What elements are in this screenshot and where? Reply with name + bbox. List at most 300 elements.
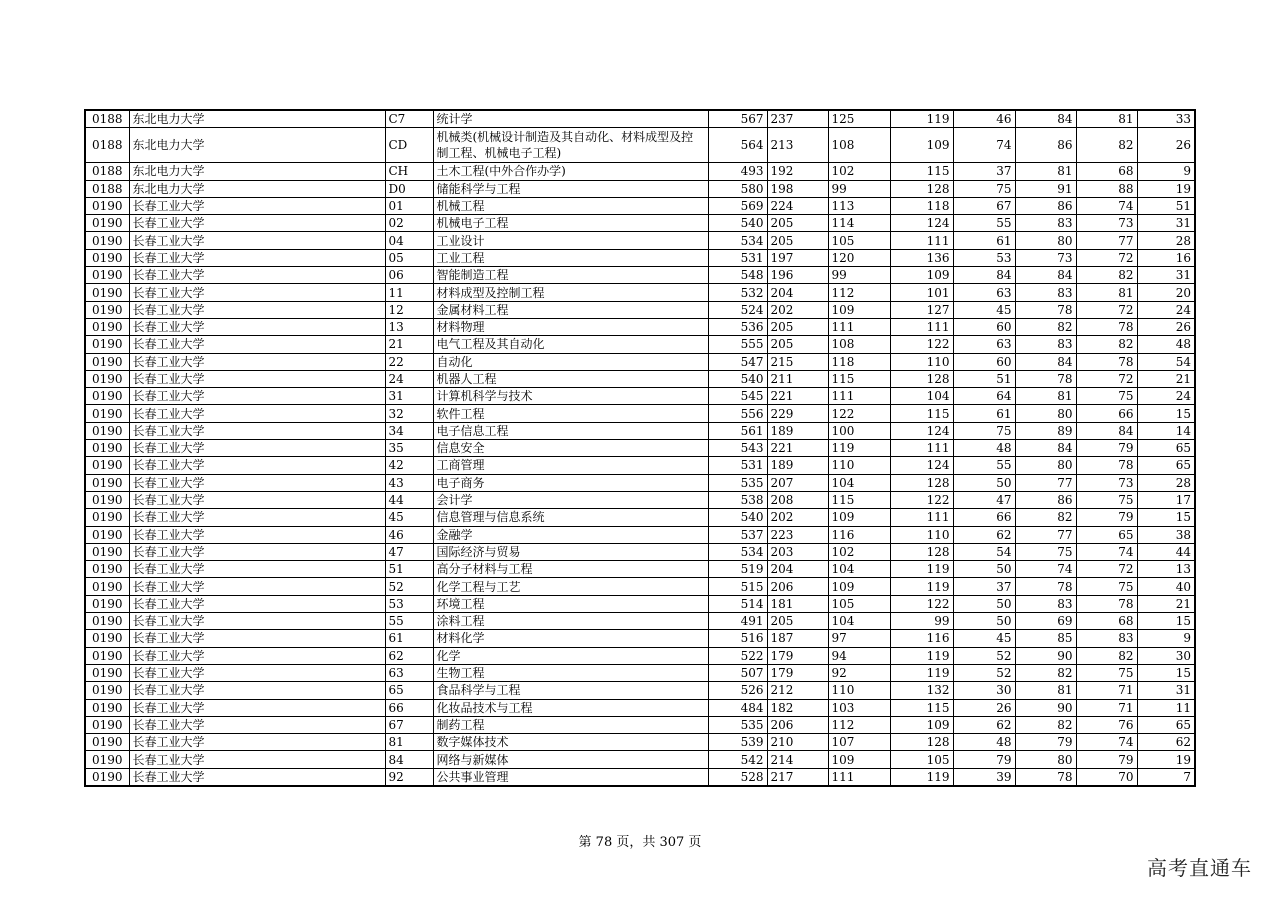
major-code-cell: 35 — [385, 440, 433, 457]
school-code-cell: 0190 — [85, 440, 129, 457]
major-name-cell: 信息管理与信息系统 — [433, 509, 708, 526]
score-cell: 45 — [953, 630, 1015, 647]
score-cell: 110 — [828, 457, 890, 474]
score-cell: 102 — [828, 543, 890, 560]
score-cell: 119 — [890, 768, 953, 786]
score-cell: 109 — [890, 267, 953, 284]
major-name-cell: 自动化 — [433, 353, 708, 370]
score-cell: 26 — [953, 699, 1015, 716]
school-name-cell: 长春工业大学 — [129, 526, 385, 543]
major-name-cell: 电气工程及其自动化 — [433, 336, 708, 353]
score-cell: 73 — [1076, 474, 1137, 491]
score-cell: 205 — [767, 336, 828, 353]
score-cell: 82 — [1015, 318, 1076, 335]
score-cell: 179 — [767, 647, 828, 664]
major-code-cell: 43 — [385, 474, 433, 491]
major-code-cell: CD — [385, 128, 433, 163]
major-name-cell: 材料物理 — [433, 318, 708, 335]
score-cell: 99 — [828, 180, 890, 197]
score-cell: 38 — [1137, 526, 1195, 543]
score-cell: 66 — [1076, 405, 1137, 422]
score-cell: 37 — [953, 163, 1015, 180]
score-cell: 115 — [890, 163, 953, 180]
school-name-cell: 长春工业大学 — [129, 440, 385, 457]
score-cell: 62 — [953, 526, 1015, 543]
score-cell: 54 — [953, 543, 1015, 560]
table-row — [85, 647, 1195, 664]
score-cell: 78 — [1015, 370, 1076, 387]
table-row — [85, 491, 1195, 508]
score-cell: 66 — [953, 509, 1015, 526]
score-cell: 109 — [890, 716, 953, 733]
major-name-cell: 金融学 — [433, 526, 708, 543]
total-score-cell: 516 — [708, 630, 767, 647]
school-code-cell: 0190 — [85, 318, 129, 335]
score-cell: 125 — [828, 110, 890, 128]
school-code-cell: 0190 — [85, 215, 129, 232]
watermark-logo-text: 高考直通车 — [1147, 856, 1252, 880]
major-name-cell: 机械电子工程 — [433, 215, 708, 232]
school-name-cell: 长春工业大学 — [129, 232, 385, 249]
major-code-cell: 45 — [385, 509, 433, 526]
major-code-cell: 52 — [385, 578, 433, 595]
total-score-cell: 545 — [708, 388, 767, 405]
major-code-cell: 11 — [385, 284, 433, 301]
score-cell: 84 — [1015, 110, 1076, 128]
score-cell: 72 — [1076, 561, 1137, 578]
score-cell: 212 — [767, 682, 828, 699]
total-score-cell: 532 — [708, 284, 767, 301]
major-name-cell: 计算机科学与技术 — [433, 388, 708, 405]
major-code-cell: 01 — [385, 197, 433, 214]
score-cell: 69 — [1015, 613, 1076, 630]
score-cell: 48 — [953, 440, 1015, 457]
major-code-cell: 65 — [385, 682, 433, 699]
total-score-cell: 542 — [708, 751, 767, 768]
table-row — [85, 353, 1195, 370]
score-cell: 62 — [953, 716, 1015, 733]
score-cell: 73 — [1076, 215, 1137, 232]
major-code-cell: 84 — [385, 751, 433, 768]
score-cell: 75 — [1076, 664, 1137, 681]
score-cell: 111 — [890, 440, 953, 457]
score-cell: 84 — [1076, 422, 1137, 439]
score-cell: 189 — [767, 422, 828, 439]
score-cell: 68 — [1076, 163, 1137, 180]
score-cell: 7 — [1137, 768, 1195, 786]
table-row — [85, 543, 1195, 560]
score-cell: 221 — [767, 388, 828, 405]
score-cell: 86 — [1015, 491, 1076, 508]
score-cell: 205 — [767, 318, 828, 335]
table-row — [85, 440, 1195, 457]
score-cell: 109 — [828, 509, 890, 526]
score-cell: 62 — [1137, 734, 1195, 751]
school-name-cell: 长春工业大学 — [129, 353, 385, 370]
score-cell: 110 — [890, 526, 953, 543]
score-cell: 50 — [953, 561, 1015, 578]
score-cell: 26 — [1137, 318, 1195, 335]
score-cell: 16 — [1137, 249, 1195, 266]
score-cell: 108 — [828, 128, 890, 163]
major-name-cell: 智能制造工程 — [433, 267, 708, 284]
table-row — [85, 734, 1195, 751]
score-cell: 65 — [1137, 457, 1195, 474]
score-cell: 83 — [1015, 336, 1076, 353]
score-cell: 101 — [890, 284, 953, 301]
score-cell: 109 — [828, 578, 890, 595]
school-name-cell: 长春工业大学 — [129, 318, 385, 335]
school-code-cell: 0190 — [85, 301, 129, 318]
score-cell: 221 — [767, 440, 828, 457]
score-cell: 81 — [1015, 163, 1076, 180]
score-cell: 47 — [953, 491, 1015, 508]
score-cell: 104 — [828, 613, 890, 630]
table-row — [85, 128, 1195, 163]
major-name-cell: 化妆品技术与工程 — [433, 699, 708, 716]
score-cell: 74 — [953, 128, 1015, 163]
score-cell: 63 — [953, 336, 1015, 353]
major-name-cell: 涂料工程 — [433, 613, 708, 630]
score-table — [84, 109, 1196, 787]
major-name-cell: 食品科学与工程 — [433, 682, 708, 699]
school-name-cell: 长春工业大学 — [129, 249, 385, 266]
score-cell: 88 — [1076, 180, 1137, 197]
school-name-cell: 东北电力大学 — [129, 128, 385, 163]
score-cell: 55 — [953, 215, 1015, 232]
score-cell: 51 — [1137, 197, 1195, 214]
major-code-cell: 61 — [385, 630, 433, 647]
school-code-cell: 0190 — [85, 613, 129, 630]
score-cell: 208 — [767, 491, 828, 508]
score-cell: 205 — [767, 232, 828, 249]
score-cell: 52 — [953, 647, 1015, 664]
major-name-cell: 储能科学与工程 — [433, 180, 708, 197]
score-cell: 74 — [1076, 543, 1137, 560]
score-cell: 111 — [890, 318, 953, 335]
score-cell: 17 — [1137, 491, 1195, 508]
total-score-cell: 547 — [708, 353, 767, 370]
score-cell: 77 — [1076, 232, 1137, 249]
total-score-cell: 534 — [708, 543, 767, 560]
score-cell: 211 — [767, 370, 828, 387]
major-code-cell: 62 — [385, 647, 433, 664]
score-cell: 181 — [767, 595, 828, 612]
score-cell: 122 — [890, 491, 953, 508]
table-row — [85, 716, 1195, 733]
total-score-cell: 555 — [708, 336, 767, 353]
score-cell: 111 — [828, 768, 890, 786]
total-score-cell: 531 — [708, 457, 767, 474]
major-code-cell: 31 — [385, 388, 433, 405]
score-cell: 128 — [890, 180, 953, 197]
score-cell: 30 — [953, 682, 1015, 699]
school-name-cell: 长春工业大学 — [129, 215, 385, 232]
school-code-cell: 0190 — [85, 664, 129, 681]
score-cell: 79 — [1015, 734, 1076, 751]
major-name-cell: 国际经济与贸易 — [433, 543, 708, 560]
score-cell: 24 — [1137, 301, 1195, 318]
major-name-cell: 数字媒体技术 — [433, 734, 708, 751]
table-row — [85, 768, 1195, 786]
score-cell: 224 — [767, 197, 828, 214]
school-code-cell: 0190 — [85, 699, 129, 716]
score-cell: 197 — [767, 249, 828, 266]
score-cell: 128 — [890, 734, 953, 751]
total-score-cell: 526 — [708, 682, 767, 699]
school-name-cell: 长春工业大学 — [129, 474, 385, 491]
major-code-cell: 63 — [385, 664, 433, 681]
score-cell: 203 — [767, 543, 828, 560]
major-code-cell: 67 — [385, 716, 433, 733]
score-cell: 68 — [1076, 613, 1137, 630]
score-cell: 48 — [953, 734, 1015, 751]
score-cell: 51 — [953, 370, 1015, 387]
major-name-cell: 机械类(机械设计制造及其自动化、材料成型及控制工程、机械电子工程) — [433, 128, 708, 163]
score-cell: 112 — [828, 716, 890, 733]
school-code-cell: 0190 — [85, 734, 129, 751]
score-cell: 198 — [767, 180, 828, 197]
major-name-cell: 统计学 — [433, 110, 708, 128]
school-name-cell: 长春工业大学 — [129, 734, 385, 751]
school-name-cell: 长春工业大学 — [129, 768, 385, 786]
score-cell: 110 — [828, 682, 890, 699]
major-code-cell: 53 — [385, 595, 433, 612]
school-code-cell: 0190 — [85, 768, 129, 786]
total-score-cell: 564 — [708, 128, 767, 163]
score-cell: 11 — [1137, 699, 1195, 716]
score-cell: 105 — [890, 751, 953, 768]
school-name-cell: 长春工业大学 — [129, 405, 385, 422]
school-name-cell: 长春工业大学 — [129, 457, 385, 474]
score-cell: 182 — [767, 699, 828, 716]
score-cell: 31 — [1137, 267, 1195, 284]
school-name-cell: 长春工业大学 — [129, 647, 385, 664]
score-cell: 119 — [890, 664, 953, 681]
major-name-cell: 生物工程 — [433, 664, 708, 681]
school-code-cell: 0188 — [85, 180, 129, 197]
score-cell: 37 — [953, 578, 1015, 595]
score-cell: 82 — [1015, 509, 1076, 526]
major-name-cell: 机器人工程 — [433, 370, 708, 387]
score-cell: 196 — [767, 267, 828, 284]
school-code-cell: 0190 — [85, 682, 129, 699]
score-cell: 104 — [828, 561, 890, 578]
score-cell: 111 — [828, 388, 890, 405]
table-row — [85, 422, 1195, 439]
score-cell: 206 — [767, 716, 828, 733]
school-code-cell: 0190 — [85, 561, 129, 578]
score-cell: 82 — [1076, 267, 1137, 284]
total-score-cell: 535 — [708, 716, 767, 733]
school-name-cell: 长春工业大学 — [129, 388, 385, 405]
school-code-cell: 0190 — [85, 388, 129, 405]
score-cell: 128 — [890, 370, 953, 387]
major-code-cell: 92 — [385, 768, 433, 786]
score-cell: 53 — [953, 249, 1015, 266]
total-score-cell: 507 — [708, 664, 767, 681]
school-name-cell: 东北电力大学 — [129, 110, 385, 128]
major-code-cell: 21 — [385, 336, 433, 353]
major-code-cell: 13 — [385, 318, 433, 335]
score-cell: 45 — [953, 301, 1015, 318]
score-cell: 44 — [1137, 543, 1195, 560]
score-cell: 15 — [1137, 509, 1195, 526]
major-name-cell: 高分子材料与工程 — [433, 561, 708, 578]
school-name-cell: 长春工业大学 — [129, 751, 385, 768]
score-cell: 80 — [1015, 405, 1076, 422]
major-name-cell: 公共事业管理 — [433, 768, 708, 786]
score-cell: 67 — [953, 197, 1015, 214]
score-cell: 122 — [890, 595, 953, 612]
major-name-cell: 电子信息工程 — [433, 422, 708, 439]
table-row — [85, 180, 1195, 197]
major-name-cell: 网络与新媒体 — [433, 751, 708, 768]
score-cell: 104 — [890, 388, 953, 405]
school-name-cell: 长春工业大学 — [129, 491, 385, 508]
score-cell: 89 — [1015, 422, 1076, 439]
score-cell: 15 — [1137, 405, 1195, 422]
table-row — [85, 664, 1195, 681]
school-code-cell: 0188 — [85, 110, 129, 128]
score-cell: 204 — [767, 284, 828, 301]
score-cell: 78 — [1076, 318, 1137, 335]
score-cell: 128 — [890, 543, 953, 560]
school-name-cell: 长春工业大学 — [129, 509, 385, 526]
score-cell: 61 — [953, 232, 1015, 249]
score-cell: 111 — [890, 232, 953, 249]
major-code-cell: C7 — [385, 110, 433, 128]
major-code-cell: 04 — [385, 232, 433, 249]
major-name-cell: 土木工程(中外合作办学) — [433, 163, 708, 180]
table-row — [85, 249, 1195, 266]
score-cell: 50 — [953, 613, 1015, 630]
score-cell: 213 — [767, 128, 828, 163]
score-cell: 50 — [953, 474, 1015, 491]
score-cell: 92 — [828, 664, 890, 681]
school-name-cell: 长春工业大学 — [129, 630, 385, 647]
major-code-cell: D0 — [385, 180, 433, 197]
total-score-cell: 514 — [708, 595, 767, 612]
major-code-cell: 22 — [385, 353, 433, 370]
score-cell: 79 — [1076, 751, 1137, 768]
score-cell: 75 — [953, 180, 1015, 197]
score-cell: 83 — [1015, 215, 1076, 232]
table-row — [85, 370, 1195, 387]
score-cell: 128 — [890, 474, 953, 491]
school-code-cell: 0188 — [85, 128, 129, 163]
score-cell: 76 — [1076, 716, 1137, 733]
total-score-cell: 515 — [708, 578, 767, 595]
table-row — [85, 561, 1195, 578]
table-row — [85, 163, 1195, 180]
score-cell: 78 — [1015, 768, 1076, 786]
score-cell: 81 — [1076, 110, 1137, 128]
table-row — [85, 110, 1195, 128]
score-cell: 33 — [1137, 110, 1195, 128]
school-name-cell: 东北电力大学 — [129, 163, 385, 180]
score-cell: 15 — [1137, 664, 1195, 681]
major-code-cell: 42 — [385, 457, 433, 474]
score-cell: 99 — [828, 267, 890, 284]
score-cell: 39 — [953, 768, 1015, 786]
school-code-cell: 0190 — [85, 578, 129, 595]
score-cell: 119 — [890, 578, 953, 595]
score-cell: 109 — [828, 751, 890, 768]
score-cell: 65 — [1137, 716, 1195, 733]
school-name-cell: 长春工业大学 — [129, 578, 385, 595]
score-cell: 189 — [767, 457, 828, 474]
school-code-cell: 0190 — [85, 630, 129, 647]
score-cell: 112 — [828, 284, 890, 301]
score-table-body — [85, 110, 1195, 786]
major-name-cell: 电子商务 — [433, 474, 708, 491]
score-cell: 75 — [1015, 543, 1076, 560]
score-cell: 115 — [828, 370, 890, 387]
score-cell: 120 — [828, 249, 890, 266]
total-score-cell: 535 — [708, 474, 767, 491]
score-cell: 52 — [953, 664, 1015, 681]
table-row — [85, 457, 1195, 474]
school-code-cell: 0190 — [85, 751, 129, 768]
score-cell: 74 — [1015, 561, 1076, 578]
score-cell: 21 — [1137, 595, 1195, 612]
score-cell: 229 — [767, 405, 828, 422]
major-name-cell: 工业设计 — [433, 232, 708, 249]
score-cell: 31 — [1137, 215, 1195, 232]
school-name-cell: 长春工业大学 — [129, 543, 385, 560]
school-name-cell: 长春工业大学 — [129, 336, 385, 353]
score-cell: 99 — [890, 613, 953, 630]
major-name-cell: 金属材料工程 — [433, 301, 708, 318]
school-code-cell: 0190 — [85, 491, 129, 508]
score-cell: 205 — [767, 613, 828, 630]
total-score-cell: 543 — [708, 440, 767, 457]
score-table-container — [84, 109, 1196, 787]
score-cell: 205 — [767, 215, 828, 232]
score-cell: 82 — [1076, 336, 1137, 353]
score-cell: 83 — [1015, 595, 1076, 612]
score-cell: 82 — [1015, 664, 1076, 681]
total-score-cell: 580 — [708, 180, 767, 197]
major-name-cell: 化学工程与工艺 — [433, 578, 708, 595]
school-name-cell: 长春工业大学 — [129, 422, 385, 439]
total-score-cell: 493 — [708, 163, 767, 180]
major-name-cell: 信息安全 — [433, 440, 708, 457]
score-cell: 84 — [1015, 267, 1076, 284]
score-cell: 79 — [1076, 440, 1137, 457]
score-cell: 187 — [767, 630, 828, 647]
score-cell: 74 — [1076, 734, 1137, 751]
table-row — [85, 613, 1195, 630]
school-name-cell: 长春工业大学 — [129, 682, 385, 699]
score-cell: 80 — [1015, 457, 1076, 474]
table-row — [85, 267, 1195, 284]
score-cell: 80 — [1015, 751, 1076, 768]
school-code-cell: 0190 — [85, 595, 129, 612]
score-cell: 75 — [1076, 578, 1137, 595]
school-name-cell: 长春工业大学 — [129, 267, 385, 284]
score-cell: 118 — [890, 197, 953, 214]
score-cell: 80 — [1015, 232, 1076, 249]
major-code-cell: 02 — [385, 215, 433, 232]
score-cell: 14 — [1137, 422, 1195, 439]
total-score-cell: 534 — [708, 232, 767, 249]
school-name-cell: 长春工业大学 — [129, 699, 385, 716]
school-name-cell: 长春工业大学 — [129, 301, 385, 318]
score-cell: 60 — [953, 318, 1015, 335]
school-code-cell: 0190 — [85, 716, 129, 733]
